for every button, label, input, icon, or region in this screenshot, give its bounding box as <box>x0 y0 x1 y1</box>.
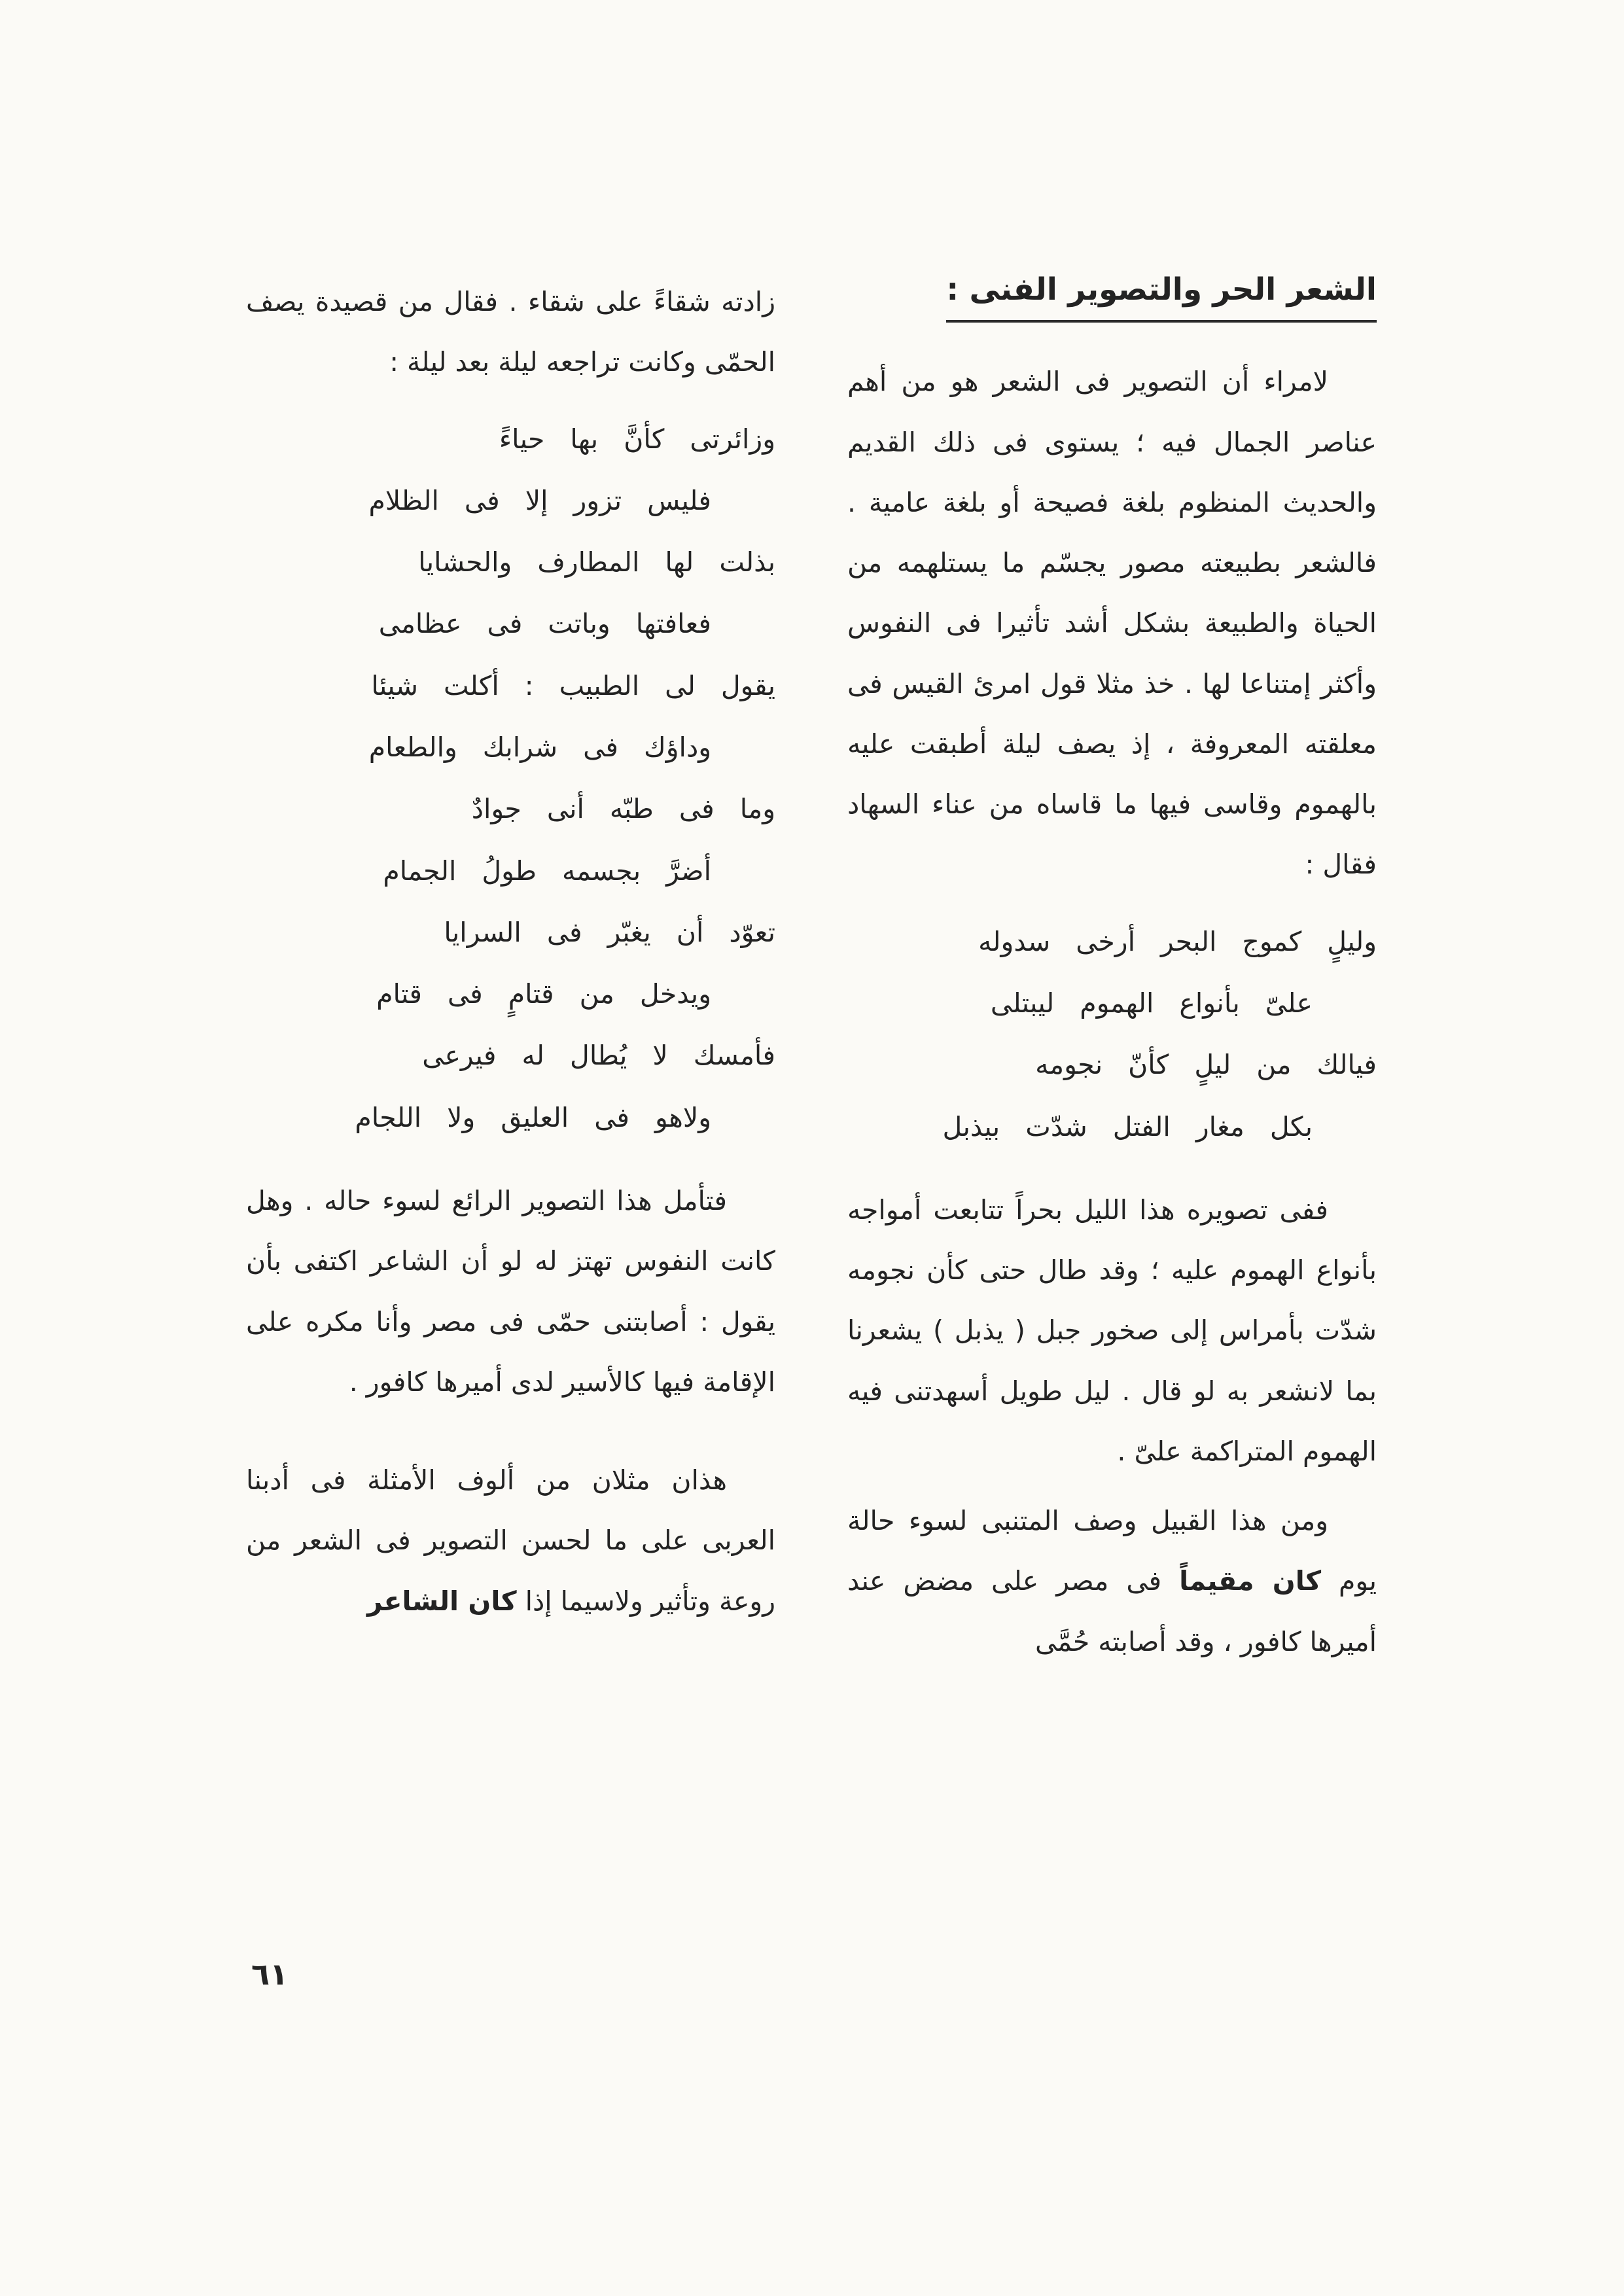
verse-line: علىّ بأنواع الهموم ليبتلى <box>990 987 1313 1019</box>
section-title: الشعر الحر والتصوير الفنى : <box>946 272 1377 323</box>
verse-line: يقول لى الطبيب : أكلت شيئا <box>371 669 775 701</box>
paragraph-reflection: فتأمل هذا التصوير الرائع لسوء حاله . وهل كانت النفوس تهتز له لو أن الشاعر اكتفى بأن يقول : أصابتنى حمّى فى مصر وأنا مكره على الإقامة فيها كالأسير لدى أميرها كافور . <box>246 1185 775 1398</box>
paragraph-continuation: زادته شقاءً على شقاء . فقال من قصيدة يصف الحمّى وكانت تراجعه ليلة بعد ليلة : <box>246 286 775 378</box>
verse-line: فليس تزور إلا فى الظلام <box>368 484 711 516</box>
text-segment-bold: كان الشاعر <box>366 1585 517 1617</box>
text-segment: هذان مثلان من ألوف الأمثلة فى أدبنا العربى على ما لحسن التصوير فى الشعر من روعة وتأثير ولاسيما إذا <box>246 1464 775 1617</box>
verse-line: فعافتها وباتت فى عظامى <box>378 608 711 640</box>
verse-line: تعوّد أن يغبّر فى السرايا <box>444 916 775 948</box>
verse-line: وداؤك فى شرابك والطعام <box>368 731 711 763</box>
verse-line: وزائرتى كأنَّ بها حياءً <box>499 423 775 455</box>
poem-imru-alqays <box>847 911 1377 1157</box>
title-wrap <box>847 272 1377 323</box>
verse-line: أضرَّ بجسمه طولُ الجمام <box>383 855 711 887</box>
verse-line: بكل مغار الفتل شدّت بيذبل <box>942 1110 1313 1142</box>
verse-line: وليلٍ كموج البحر أرخى سدوله <box>978 925 1377 957</box>
verse-line: ويدخل من قتامٍ فى قتام <box>376 978 711 1010</box>
verse-line: بذلت لها المطارف والحشايا <box>418 546 775 578</box>
paragraph-intro: لامراء أن التصوير فى الشعر هو من أهم عناصر الجمال فيه ؛ يستوى فى ذلك القديم والحديث المنظوم بلغة فصيحة أو بلغة عامية . فالشعر بطبيعته مصور يجسّم ما يستلهمه من الحياة والطبيعة بشكل أشد تأثيرا فى النفوس وأكثر إمتناعا لها . خذ مثلا قول امرئ القيس فى معلقته المعروفة ، إذ يصف ليلة أطبقت عليه بالهموم وقاسى فيها ما قاساه من عناء السهاد فقال : <box>847 366 1377 881</box>
verse-line: وما فى طبّه أنى جوادٌ <box>471 793 775 825</box>
paragraph-conclusion <box>246 1450 775 1631</box>
text-segment-bold: كان مقيماً <box>1179 1565 1322 1597</box>
verse-line: ولاهو فى العليق ولا اللجام <box>355 1101 711 1133</box>
verse-line: فيالك من ليلٍ كأنّ نجومه <box>1035 1049 1377 1081</box>
column-left <box>246 272 775 1640</box>
text-segment: فى مصر على مضض عند أميرها كافور ، وقد أصابته حُمَّى <box>847 1565 1377 1657</box>
paragraph-mutanabbi-intro <box>847 1491 1377 1672</box>
paragraph-commentary: ففى تصويره هذا الليل بحراً تتابعت أمواجه بأنواع الهموم عليه ؛ وقد طال حتى كأن نجومه شدّت بأمراس إلى صخور جبل ( يذبل ) يشعرنا بما لانشعر به لو قال . ليل طويل أسهدتنى فيه الهموم المتراكمة علىّ . <box>847 1193 1377 1467</box>
page-number: ٦١ <box>251 1956 289 1992</box>
text-segment: ومن هذا القبيل وصف المتنبى لسوء حالة يوم <box>847 1505 1377 1597</box>
column-right <box>847 272 1377 1681</box>
text-columns <box>246 272 1377 1681</box>
poem-mutanabbi-fever <box>246 408 775 1149</box>
verse-line: فأمسك لا يُطال له فيرعى <box>422 1040 775 1072</box>
